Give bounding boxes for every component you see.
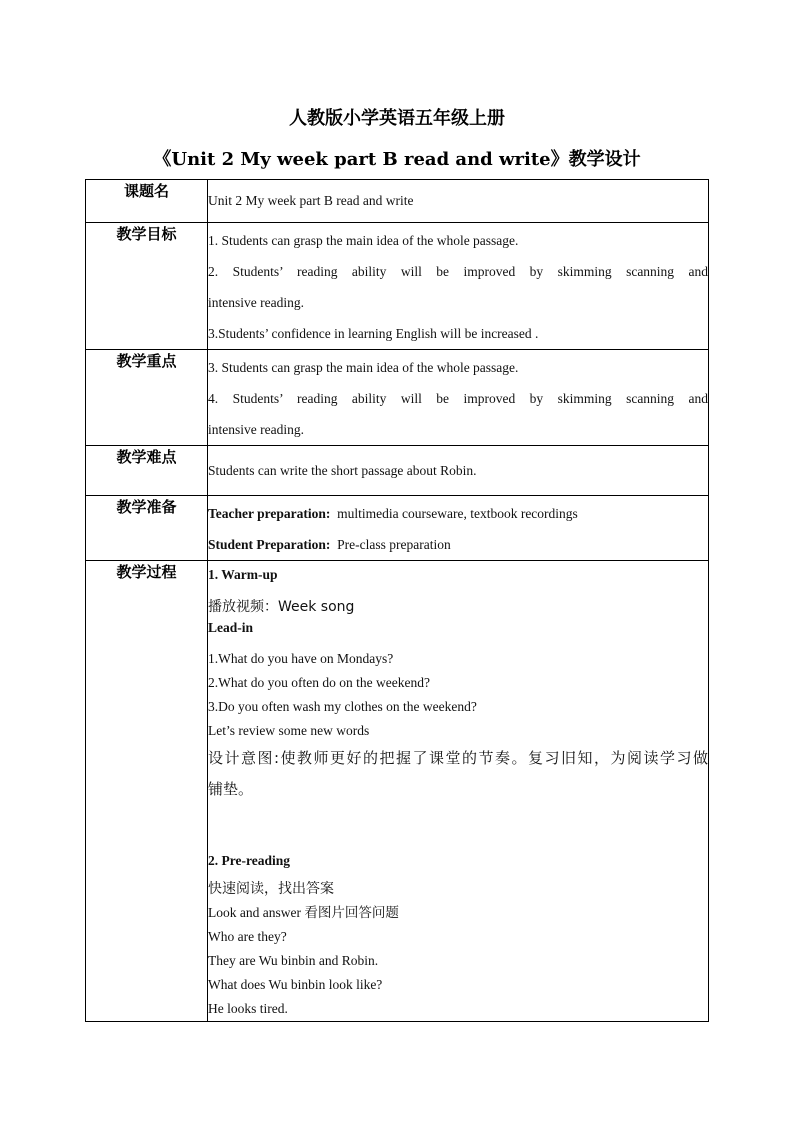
preparation-row	[86, 496, 709, 561]
preparation-label: 教学准备	[86, 496, 208, 561]
key-points-cell	[208, 350, 709, 446]
objective-line: 1. Students can grasp the main idea of the whole passage.	[208, 233, 519, 248]
key-point-line: 3. Students can grasp the main idea of the whole passage.	[208, 360, 519, 375]
objectives-label: 教学目标	[86, 223, 208, 350]
warmup-video: 播放视频：Week song	[208, 599, 355, 615]
question-line: 3.Do you often wash my clothes on the weekend?	[208, 699, 477, 714]
leadin-heading: Lead-in	[208, 620, 254, 635]
qa-line: What does Wu binbin look like?	[208, 977, 383, 992]
qa-line: Who are they?	[208, 929, 287, 944]
difficulties-row	[86, 446, 709, 496]
difficulties-cell	[208, 446, 709, 496]
spacer	[208, 805, 708, 849]
prereading-task: 快速阅读，找出答案	[208, 881, 334, 897]
question-line: Let’s review some new words	[208, 723, 370, 738]
warmup-heading: 1. Warm-up	[208, 567, 278, 582]
objective-line: 2. Students’ reading ability will be improved by skimming scanning and	[208, 264, 708, 279]
student-preparation-line	[208, 529, 708, 560]
preparation-cell	[208, 496, 709, 561]
design-intent-line: 铺垫。	[208, 780, 254, 798]
teacher-preparation-value: multimedia courseware, textbook recordings	[337, 506, 578, 521]
subtitle-english: 《Unit 2 My week part B read and write》	[153, 149, 569, 170]
difficulties-label: 教学难点	[86, 446, 208, 496]
lesson-plan-table	[85, 179, 709, 1022]
student-preparation-value: Pre-class preparation	[337, 537, 451, 552]
key-point-line: intensive reading.	[208, 422, 304, 437]
key-point-line: 4. Students’ reading ability will be improved by skimming scanning and	[208, 391, 708, 406]
qa-line: They are Wu binbin and Robin.	[208, 953, 379, 968]
topic-row	[86, 180, 709, 223]
qa-line: He looks tired.	[208, 1001, 288, 1016]
design-intent-line: 设计意图:使教师更好的把握了课堂的节奏。复习旧知，为阅读学习做	[208, 749, 708, 767]
topic-cell	[208, 180, 709, 223]
process-cell	[208, 561, 709, 1022]
teacher-preparation-line	[208, 498, 708, 529]
topic-value: Unit 2 My week part B read and write	[208, 193, 414, 208]
look-answer-line: Look and answer 看图片回答问题	[208, 905, 399, 920]
objectives-row	[86, 223, 709, 350]
question-line: 2.What do you often do on the weekend?	[208, 675, 430, 690]
document-subtitle	[0, 147, 794, 173]
process-row	[86, 561, 709, 1022]
key-points-label: 教学重点	[86, 350, 208, 446]
teacher-preparation-label: Teacher preparation:	[208, 506, 331, 521]
document-title: 人教版小学英语五年级上册	[289, 108, 505, 129]
objectives-cell	[208, 223, 709, 350]
subtitle-chinese: 教学设计	[568, 149, 641, 170]
difficulties-value: Students can write the short passage about Robin.	[208, 463, 477, 478]
question-line: 1.What do you have on Mondays?	[208, 651, 394, 666]
topic-label: 课题名	[86, 180, 208, 223]
objective-line: 3.Students’ confidence in learning English will be increased .	[208, 326, 539, 341]
objective-line: intensive reading.	[208, 295, 304, 310]
prereading-heading: 2. Pre-reading	[208, 853, 290, 868]
student-preparation-label: Student Preparation:	[208, 537, 331, 552]
key-points-row	[86, 350, 709, 446]
process-label: 教学过程	[86, 561, 208, 1022]
